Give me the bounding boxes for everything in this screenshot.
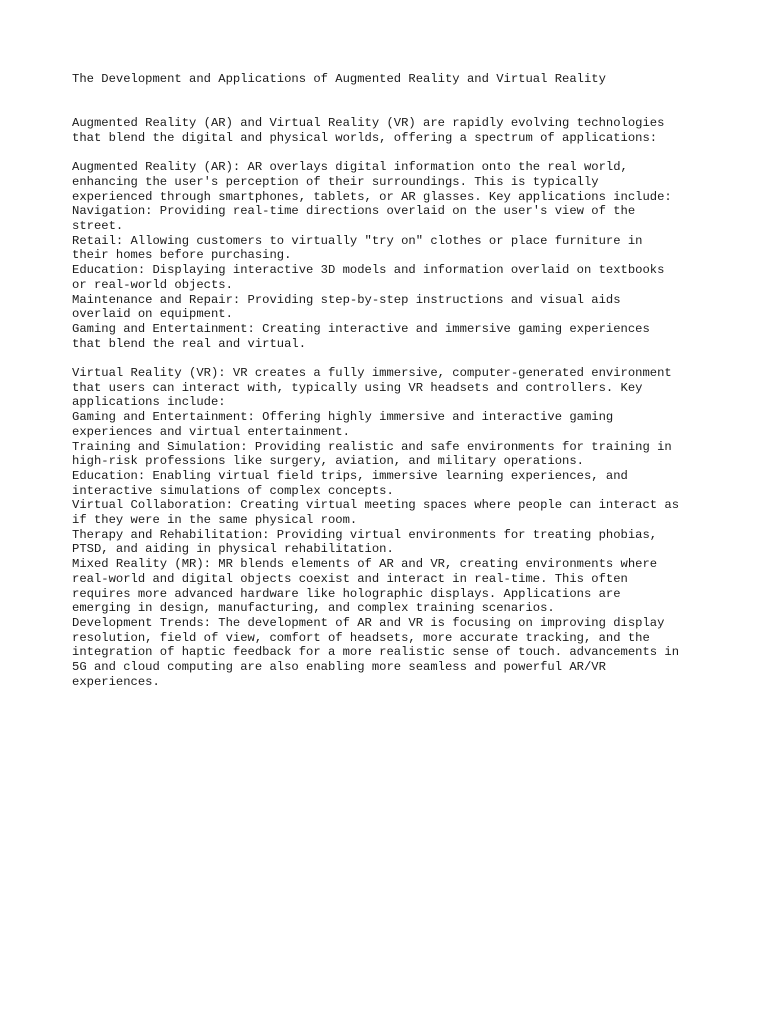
spacer [72,351,712,366]
vr-section: Virtual Reality (VR): VR creates a fully immersive, computer-generated environment that users can interact with, typically using VR headsets and controllers. Key applications include: Gaming and Entertainment: Offering highly immersive and interactive gaming experiences and virtual entertainment. Training and Simulation: Providing realistic and safe environments for training in high-risk professions like surgery, aviation, and military operations. Education: Enabling virtual field trips, immersive learning experiences, and interactive simulations of complex concepts. Virtual Collaboration: Creating virtual meeting spaces where people can interact as if they were in the same physical room. Therapy and Rehabilitation: Providing virtual environments for treating phobias, PTSD, and aiding in physical rehabilitation. Mixed Reality (MR): MR blends elements of AR and VR, creating environments where real-world and digital objects coexist and interact in real-time. This often requires more advanced hardware like holographic displays. Applications are emerging in design, manufacturing, and complex training scenarios. Development Trends: The development of AR and VR is focusing on improving display resolution, field of view, comfort of headsets, more accurate tracking, and the integration of haptic feedback for a more realistic sense of touch. advancements in 5G and cloud computing are also enabling more seamless and powerful AR/VR experiences. [72,366,680,689]
ar-section: Augmented Reality (AR): AR overlays digital information onto the real world, enhancing the user's perception of their surroundings. This is typically experienced through smartphones, tablets, or AR glasses. Key applications include: Navigation: Providing real-time directions overlaid on the user's view of the street. Retail: Allowing customers to virtually "try on" clothes or place furniture in their homes before purchasing. Education: Displaying interactive 3D models and information overlaid on textbooks or real-world objects. Maintenance and Repair: Providing step-by-step instructions and visual aids overlaid on equipment. Gaming and Entertainment: Creating interactive and immersive gaming experiences that blend the real and virtual. [72,160,672,351]
document-page [72,72,712,689]
spacer [72,87,712,116]
document-title: The Development and Applications of Augmented Reality and Virtual Reality [72,72,606,86]
spacer [72,146,712,161]
intro-paragraph: Augmented Reality (AR) and Virtual Reality (VR) are rapidly evolving technologies that blend the digital and physical worlds, offering a spectrum of applications: [72,116,665,145]
